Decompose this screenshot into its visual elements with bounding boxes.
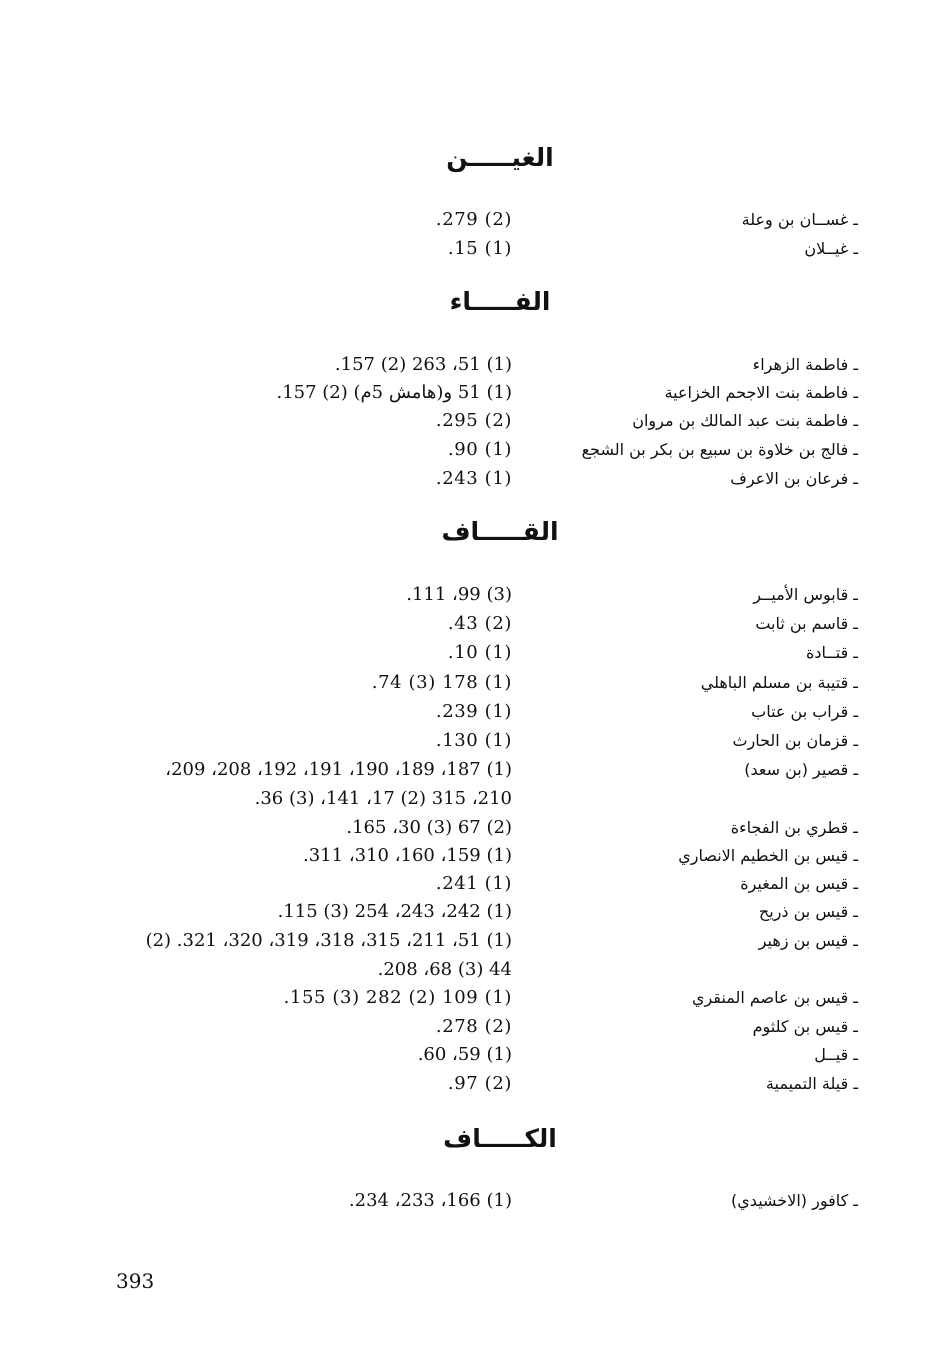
entry-refs-continued: 210، 315 (2) 17، 141، (3) 36. — [254, 788, 512, 809]
entry-refs: (1) 130. — [435, 730, 512, 751]
index-entry — [0, 897, 950, 926]
entry-refs: (2) 67 (3) 30، 165. — [346, 817, 512, 838]
index-entry — [0, 350, 950, 379]
entry-refs: (1) 90. — [447, 439, 512, 460]
entry-refs: (1) 51، 211، 315، 318، 319، 320، 321. (2) — [145, 930, 512, 951]
entry-refs: (2) 278. — [435, 1016, 512, 1037]
entry-refs: (1) 51، 263 (2) 157. — [334, 354, 512, 375]
index-entry — [0, 609, 950, 638]
entry-name: ـ قيس بن عاصم المنقري — [691, 988, 858, 1007]
entry-refs: (1) 159، 160، 310، 311. — [303, 845, 512, 866]
index-entry — [0, 869, 950, 898]
entry-refs: (1) 15. — [447, 238, 512, 259]
index-entry — [0, 1040, 950, 1069]
index-entry — [0, 435, 950, 464]
entry-refs: (1) 243. — [435, 468, 512, 489]
entry-refs: (1) 241. — [435, 873, 512, 894]
index-entry — [0, 234, 950, 263]
entry-refs: (1) 59، 60. — [417, 1044, 512, 1065]
entry-name: ـ فالج بن خلاوة بن سبيع بن بكر بن الشجع — [581, 440, 858, 459]
entry-name: ـ فاطمة بنت عبد المالك بن مروان — [632, 411, 858, 430]
index-entry — [0, 926, 950, 984]
entry-name: ـ كافور (الاخشيدي) — [731, 1191, 858, 1210]
index-entry — [0, 755, 950, 813]
index-entry — [0, 1186, 950, 1215]
entry-name: ـ قاسم بن ثابت — [755, 614, 858, 633]
entry-name: ـ قيس بن زهير — [758, 931, 858, 950]
entry-name: ـ قيس بن الخطيم الانصاري — [678, 846, 858, 865]
entry-refs: (1) 166، 233، 234. — [348, 1190, 512, 1211]
index-entry — [0, 983, 950, 1012]
entry-name: ـ قيس بن المغيرة — [740, 874, 858, 893]
entry-refs: (1) 239. — [435, 701, 512, 722]
entry-name: ـ قيلة التميمية — [765, 1074, 858, 1093]
entry-refs: (1) 187، 189، 190، 191، 192، 208، 209، — [165, 759, 512, 780]
entry-refs-continued: 44 (3) 68، 208. — [377, 959, 512, 980]
index-entry — [0, 697, 950, 726]
section-heading-kaf: الكـــــاف — [443, 1124, 557, 1153]
index-entry — [0, 668, 950, 697]
index-entry — [0, 813, 950, 842]
section-heading-ghain: الغيـــــن — [446, 143, 554, 172]
index-entry — [0, 406, 950, 435]
index-entry — [0, 580, 950, 609]
entry-name: ـ قطري بن الفجاءة — [730, 818, 858, 837]
index-entry — [0, 464, 950, 493]
entry-refs: (2) 295. — [435, 410, 512, 431]
index-entry — [0, 378, 950, 407]
entry-refs: (2) 279. — [435, 209, 512, 230]
entry-name: ـ فاطمة بنت الاجحم الخزاعية — [664, 383, 858, 402]
entry-name: ـ غســان بن وعلة — [741, 210, 858, 229]
index-entry — [0, 726, 950, 755]
entry-name: ـ قصير (بن سعد) — [744, 760, 858, 779]
entry-refs: (3) 99، 111. — [406, 584, 512, 605]
entry-refs: (1) 242، 243، 254 (3) 115. — [277, 901, 512, 922]
entry-name: ـ قتيبة بن مسلم الباهلي — [700, 673, 858, 692]
entry-name: ـ قزمان بن الحارث — [732, 731, 858, 750]
index-entry — [0, 1012, 950, 1041]
entry-refs: (1) 109 (2) 282 (3) 155. — [283, 987, 512, 1008]
index-entry — [0, 205, 950, 234]
entry-refs: (2) 97. — [447, 1073, 512, 1094]
entry-name: ـ قابوس الأميــر — [753, 585, 858, 604]
index-entry — [0, 1069, 950, 1098]
index-entry — [0, 638, 950, 667]
entry-name: ـ قراب بن عتاب — [751, 702, 858, 721]
index-entry — [0, 841, 950, 870]
entry-refs: (1) 178 (3) 74. — [371, 672, 512, 693]
entry-name: ـ فاطمة الزهراء — [752, 355, 858, 374]
section-heading-qaf: القـــــاف — [441, 517, 559, 546]
entry-name: ـ قتــادة — [805, 643, 858, 662]
entry-refs: (2) 43. — [447, 613, 512, 634]
entry-refs: (1) 10. — [447, 642, 512, 663]
entry-name: ـ غيــلان — [804, 239, 858, 258]
section-heading-faa: الفـــــاء — [449, 287, 551, 316]
entry-name: ـ قيس بن ذريح — [758, 902, 858, 921]
page-number: 393 — [116, 1269, 155, 1293]
entry-name: ـ قيــل — [814, 1045, 858, 1064]
entry-name: ـ قيس بن كلثوم — [752, 1017, 858, 1036]
entry-name: ـ فرعان بن الاعرف — [730, 469, 858, 488]
entry-refs: (1) 51 و(هامش 5م) (2) 157. — [276, 382, 512, 403]
